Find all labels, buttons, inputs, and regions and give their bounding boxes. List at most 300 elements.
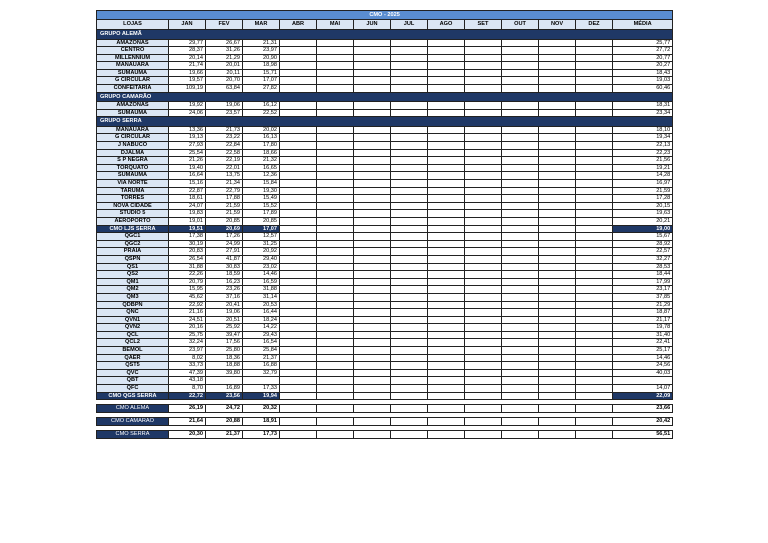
value-cell-fev (206, 377, 243, 385)
empty-month-cell (317, 418, 354, 426)
empty-month-cell (280, 172, 317, 180)
empty-month-cell (280, 202, 317, 210)
value-cell-jan: 16,64 (169, 172, 206, 180)
empty-month-cell (280, 102, 317, 110)
empty-month-cell (428, 385, 465, 393)
value-cell-fev: 20,11 (206, 69, 243, 77)
average-cell: 14,28 (613, 172, 673, 180)
empty-month-cell (428, 109, 465, 117)
value-cell-jan: 19,13 (169, 134, 206, 142)
value-cell-fev: 20,70 (206, 77, 243, 85)
empty-month-cell (280, 240, 317, 248)
empty-month-cell (502, 286, 539, 294)
summary-row (97, 405, 673, 413)
value-cell-jan: 32,24 (169, 339, 206, 347)
empty-month-cell (465, 195, 502, 203)
value-cell-jan: 13,36 (169, 126, 206, 134)
empty-month-cell (502, 392, 539, 400)
empty-month-cell (317, 278, 354, 286)
empty-month-cell (354, 339, 391, 347)
store-row (97, 240, 673, 248)
column-header: MAR (243, 20, 280, 30)
store-row (97, 278, 673, 286)
summary-row (97, 418, 673, 426)
empty-month-cell (428, 354, 465, 362)
average-cell: 18,43 (613, 69, 673, 77)
empty-month-cell (428, 54, 465, 62)
empty-month-cell (391, 377, 428, 385)
store-name-cell: QCL (97, 331, 169, 339)
empty-month-cell (576, 240, 613, 248)
empty-month-cell (502, 69, 539, 77)
empty-month-cell (354, 431, 391, 439)
store-row (97, 362, 673, 370)
value-cell-jan: 31,88 (169, 263, 206, 271)
value-cell-mar: 14,22 (243, 324, 280, 332)
store-row (97, 233, 673, 241)
value-cell-jan: 28,37 (169, 47, 206, 55)
empty-month-cell (280, 354, 317, 362)
average-cell: 24,56 (613, 362, 673, 370)
empty-month-cell (354, 354, 391, 362)
empty-month-cell (502, 142, 539, 150)
empty-month-cell (317, 271, 354, 279)
store-row (97, 255, 673, 263)
empty-month-cell (354, 278, 391, 286)
empty-month-cell (576, 248, 613, 256)
empty-month-cell (539, 286, 576, 294)
empty-month-cell (465, 225, 502, 233)
average-cell: 27,72 (613, 47, 673, 55)
empty-month-cell (428, 77, 465, 85)
empty-month-cell (502, 255, 539, 263)
empty-month-cell (317, 316, 354, 324)
empty-month-cell (280, 385, 317, 393)
empty-month-cell (354, 47, 391, 55)
empty-month-cell (539, 362, 576, 370)
value-cell-jan: 20,30 (169, 431, 206, 439)
empty-month-cell (354, 109, 391, 117)
empty-month-cell (280, 85, 317, 93)
empty-month-cell (280, 195, 317, 203)
average-cell: 17,99 (613, 278, 673, 286)
empty-month-cell (465, 202, 502, 210)
value-cell-jan: 24,07 (169, 202, 206, 210)
empty-month-cell (391, 233, 428, 241)
value-cell-jan: 19,51 (169, 225, 206, 233)
empty-month-cell (539, 240, 576, 248)
store-row (97, 195, 673, 203)
empty-month-cell (502, 180, 539, 188)
value-cell-jan: 17,38 (169, 233, 206, 241)
empty-month-cell (354, 316, 391, 324)
value-cell-jan: 22,92 (169, 301, 206, 309)
empty-month-cell (576, 431, 613, 439)
empty-month-cell (391, 77, 428, 85)
empty-month-cell (280, 77, 317, 85)
store-name-cell: AMAZONAS (97, 102, 169, 110)
empty-month-cell (539, 278, 576, 286)
empty-month-cell (465, 172, 502, 180)
empty-month-cell (317, 164, 354, 172)
store-row (97, 39, 673, 47)
empty-month-cell (280, 69, 317, 77)
value-cell-fev: 39,80 (206, 369, 243, 377)
value-cell-fev: 21,59 (206, 210, 243, 218)
value-cell-mar: 17,07 (243, 77, 280, 85)
empty-month-cell (391, 109, 428, 117)
empty-month-cell (280, 164, 317, 172)
empty-month-cell (354, 62, 391, 70)
empty-month-cell (354, 225, 391, 233)
empty-month-cell (317, 39, 354, 47)
empty-month-cell (428, 324, 465, 332)
empty-month-cell (428, 392, 465, 400)
empty-month-cell (428, 217, 465, 225)
empty-month-cell (317, 255, 354, 263)
value-cell-jan: 20,79 (169, 278, 206, 286)
empty-month-cell (502, 225, 539, 233)
empty-month-cell (428, 418, 465, 426)
empty-month-cell (576, 392, 613, 400)
empty-month-cell (428, 102, 465, 110)
store-row (97, 248, 673, 256)
empty-month-cell (502, 157, 539, 165)
empty-month-cell (354, 286, 391, 294)
empty-month-cell (428, 278, 465, 286)
store-name-cell: G CIRCULAR (97, 134, 169, 142)
empty-month-cell (317, 293, 354, 301)
average-cell: 15,67 (613, 233, 673, 241)
empty-month-cell (502, 164, 539, 172)
empty-month-cell (465, 324, 502, 332)
empty-month-cell (502, 369, 539, 377)
average-cell: 18,10 (613, 126, 673, 134)
empty-month-cell (354, 233, 391, 241)
store-name-cell: QGC2 (97, 240, 169, 248)
empty-month-cell (280, 109, 317, 117)
value-cell-fev: 39,47 (206, 331, 243, 339)
empty-month-cell (539, 39, 576, 47)
empty-month-cell (391, 316, 428, 324)
value-cell-fev: 19,06 (206, 102, 243, 110)
empty-month-cell (428, 248, 465, 256)
empty-month-cell (465, 47, 502, 55)
average-cell: 31,40 (613, 331, 673, 339)
empty-month-cell (539, 164, 576, 172)
value-cell-mar: 12,57 (243, 233, 280, 241)
empty-month-cell (280, 362, 317, 370)
average-cell: 14,07 (613, 385, 673, 393)
store-row (97, 293, 673, 301)
store-row (97, 369, 673, 377)
empty-month-cell (354, 309, 391, 317)
empty-month-cell (502, 263, 539, 271)
empty-month-cell (354, 126, 391, 134)
value-cell-fev: 17,56 (206, 339, 243, 347)
empty-month-cell (465, 286, 502, 294)
store-name-cell: QBT (97, 377, 169, 385)
empty-month-cell (539, 405, 576, 413)
empty-month-cell (465, 54, 502, 62)
store-row (97, 347, 673, 355)
empty-month-cell (317, 126, 354, 134)
group-header-row (97, 117, 673, 127)
empty-month-cell (428, 331, 465, 339)
empty-month-cell (391, 301, 428, 309)
empty-month-cell (465, 301, 502, 309)
empty-month-cell (576, 354, 613, 362)
empty-month-cell (539, 293, 576, 301)
empty-month-cell (502, 47, 539, 55)
value-cell-jan: 8,70 (169, 385, 206, 393)
empty-month-cell (539, 134, 576, 142)
store-name-cell: TORQUATO (97, 164, 169, 172)
empty-month-cell (391, 62, 428, 70)
value-cell-fev: 21,37 (206, 431, 243, 439)
average-cell: 28,53 (613, 263, 673, 271)
store-row (97, 377, 673, 385)
cmo-spreadsheet (96, 10, 672, 439)
store-row (97, 339, 673, 347)
empty-month-cell (539, 217, 576, 225)
store-name-cell: QM2 (97, 286, 169, 294)
store-name-cell: QCL2 (97, 339, 169, 347)
value-cell-fev: 41,87 (206, 255, 243, 263)
empty-month-cell (354, 347, 391, 355)
empty-month-cell (502, 202, 539, 210)
empty-month-cell (539, 210, 576, 218)
value-cell-mar: 16,88 (243, 362, 280, 370)
store-name-cell: TORRES (97, 195, 169, 203)
value-cell-jan: 109,19 (169, 85, 206, 93)
value-cell-mar: 27,82 (243, 85, 280, 93)
empty-month-cell (280, 62, 317, 70)
empty-month-cell (280, 248, 317, 256)
empty-month-cell (465, 362, 502, 370)
store-row (97, 54, 673, 62)
empty-month-cell (576, 149, 613, 157)
empty-month-cell (391, 210, 428, 218)
empty-month-cell (391, 102, 428, 110)
empty-month-cell (354, 271, 391, 279)
value-cell-fev: 21,73 (206, 126, 243, 134)
empty-month-cell (354, 377, 391, 385)
store-name-cell: SUMAUMA (97, 172, 169, 180)
value-cell-mar: 21,31 (243, 39, 280, 47)
column-header: SET (465, 20, 502, 30)
empty-month-cell (576, 134, 613, 142)
empty-month-cell (539, 69, 576, 77)
value-cell-jan: 22,87 (169, 187, 206, 195)
empty-month-cell (280, 293, 317, 301)
store-row (97, 126, 673, 134)
empty-month-cell (502, 331, 539, 339)
empty-month-cell (576, 164, 613, 172)
average-cell: 28,92 (613, 240, 673, 248)
empty-month-cell (280, 225, 317, 233)
average-cell: 21,56 (613, 157, 673, 165)
empty-month-cell (502, 377, 539, 385)
empty-month-cell (502, 316, 539, 324)
empty-month-cell (317, 263, 354, 271)
store-row (97, 134, 673, 142)
average-cell: 21,29 (613, 301, 673, 309)
empty-month-cell (317, 286, 354, 294)
empty-month-cell (465, 180, 502, 188)
store-name-cell: MANAUARA (97, 126, 169, 134)
value-cell-jan: 20,14 (169, 54, 206, 62)
empty-month-cell (576, 54, 613, 62)
store-name-cell: QNC (97, 309, 169, 317)
empty-month-cell (280, 431, 317, 439)
empty-month-cell (280, 142, 317, 150)
empty-month-cell (465, 377, 502, 385)
empty-month-cell (539, 172, 576, 180)
value-cell-fev: 17,26 (206, 233, 243, 241)
average-cell: 25,77 (613, 39, 673, 47)
average-cell: 56,51 (613, 431, 673, 439)
value-cell-mar: 15,49 (243, 195, 280, 203)
empty-month-cell (428, 142, 465, 150)
empty-month-cell (539, 187, 576, 195)
empty-month-cell (354, 69, 391, 77)
store-name-cell: MILLENNIUM (97, 54, 169, 62)
average-cell: 18,87 (613, 309, 673, 317)
store-name-cell: QS2 (97, 271, 169, 279)
empty-month-cell (354, 102, 391, 110)
empty-month-cell (576, 286, 613, 294)
value-cell-jan: 33,73 (169, 362, 206, 370)
empty-month-cell (354, 172, 391, 180)
value-cell-jan: 21,26 (169, 157, 206, 165)
empty-month-cell (539, 369, 576, 377)
empty-month-cell (539, 109, 576, 117)
empty-month-cell (428, 134, 465, 142)
value-cell-jan: 18,61 (169, 195, 206, 203)
empty-month-cell (539, 102, 576, 110)
empty-month-cell (280, 126, 317, 134)
empty-month-cell (576, 324, 613, 332)
value-cell-fev: 37,16 (206, 293, 243, 301)
empty-month-cell (391, 405, 428, 413)
empty-month-cell (428, 240, 465, 248)
empty-month-cell (502, 233, 539, 241)
store-name-cell: QVC (97, 369, 169, 377)
average-cell: 19,03 (613, 77, 673, 85)
empty-month-cell (428, 316, 465, 324)
value-cell-mar: 22,52 (243, 109, 280, 117)
value-cell-mar: 16,44 (243, 309, 280, 317)
empty-month-cell (576, 263, 613, 271)
empty-month-cell (391, 286, 428, 294)
empty-month-cell (576, 255, 613, 263)
empty-month-cell (465, 392, 502, 400)
empty-month-cell (465, 85, 502, 93)
empty-month-cell (502, 217, 539, 225)
value-cell-fev: 63,84 (206, 85, 243, 93)
empty-month-cell (391, 202, 428, 210)
empty-month-cell (280, 392, 317, 400)
empty-month-cell (465, 293, 502, 301)
average-cell: 25,17 (613, 347, 673, 355)
store-row (97, 331, 673, 339)
empty-month-cell (391, 248, 428, 256)
value-cell-fev: 20,85 (206, 217, 243, 225)
empty-month-cell (317, 85, 354, 93)
store-name-cell: CONFEITARIA (97, 85, 169, 93)
store-name-cell: AMAZONAS (97, 39, 169, 47)
store-row (97, 301, 673, 309)
empty-month-cell (465, 109, 502, 117)
column-header: MÉDIA (613, 20, 673, 30)
empty-month-cell (280, 377, 317, 385)
empty-month-cell (465, 240, 502, 248)
empty-month-cell (576, 102, 613, 110)
empty-month-cell (428, 301, 465, 309)
empty-month-cell (576, 362, 613, 370)
value-cell-fev: 20,01 (206, 62, 243, 70)
empty-month-cell (317, 240, 354, 248)
empty-month-cell (391, 309, 428, 317)
value-cell-fev: 20,88 (206, 418, 243, 426)
value-cell-fev: 22,58 (206, 149, 243, 157)
value-cell-mar: 21,32 (243, 157, 280, 165)
value-cell-mar: 29,43 (243, 331, 280, 339)
store-row (97, 85, 673, 93)
empty-month-cell (391, 385, 428, 393)
empty-month-cell (317, 392, 354, 400)
empty-month-cell (317, 431, 354, 439)
value-cell-jan: 19,92 (169, 102, 206, 110)
empty-month-cell (465, 354, 502, 362)
store-name-cell: QM1 (97, 278, 169, 286)
value-cell-jan: 24,06 (169, 109, 206, 117)
empty-month-cell (465, 149, 502, 157)
empty-month-cell (539, 339, 576, 347)
average-cell: 23,17 (613, 286, 673, 294)
empty-month-cell (576, 172, 613, 180)
empty-month-cell (502, 240, 539, 248)
value-cell-jan: 27,93 (169, 142, 206, 150)
value-cell-fev: 22,19 (206, 157, 243, 165)
store-row (97, 210, 673, 218)
column-header: OUT (502, 20, 539, 30)
empty-month-cell (465, 134, 502, 142)
empty-month-cell (539, 248, 576, 256)
empty-month-cell (465, 316, 502, 324)
empty-month-cell (391, 149, 428, 157)
value-cell-mar (243, 377, 280, 385)
empty-month-cell (465, 369, 502, 377)
empty-month-cell (317, 102, 354, 110)
empty-month-cell (576, 331, 613, 339)
empty-month-cell (391, 195, 428, 203)
value-cell-mar: 32,79 (243, 369, 280, 377)
empty-month-cell (391, 225, 428, 233)
empty-month-cell (317, 233, 354, 241)
empty-month-cell (280, 134, 317, 142)
empty-month-cell (502, 405, 539, 413)
value-cell-jan: 24,51 (169, 316, 206, 324)
empty-month-cell (317, 210, 354, 218)
empty-month-cell (428, 347, 465, 355)
store-row (97, 47, 673, 55)
empty-month-cell (428, 195, 465, 203)
empty-month-cell (539, 331, 576, 339)
value-cell-fev: 30,83 (206, 263, 243, 271)
empty-month-cell (502, 77, 539, 85)
